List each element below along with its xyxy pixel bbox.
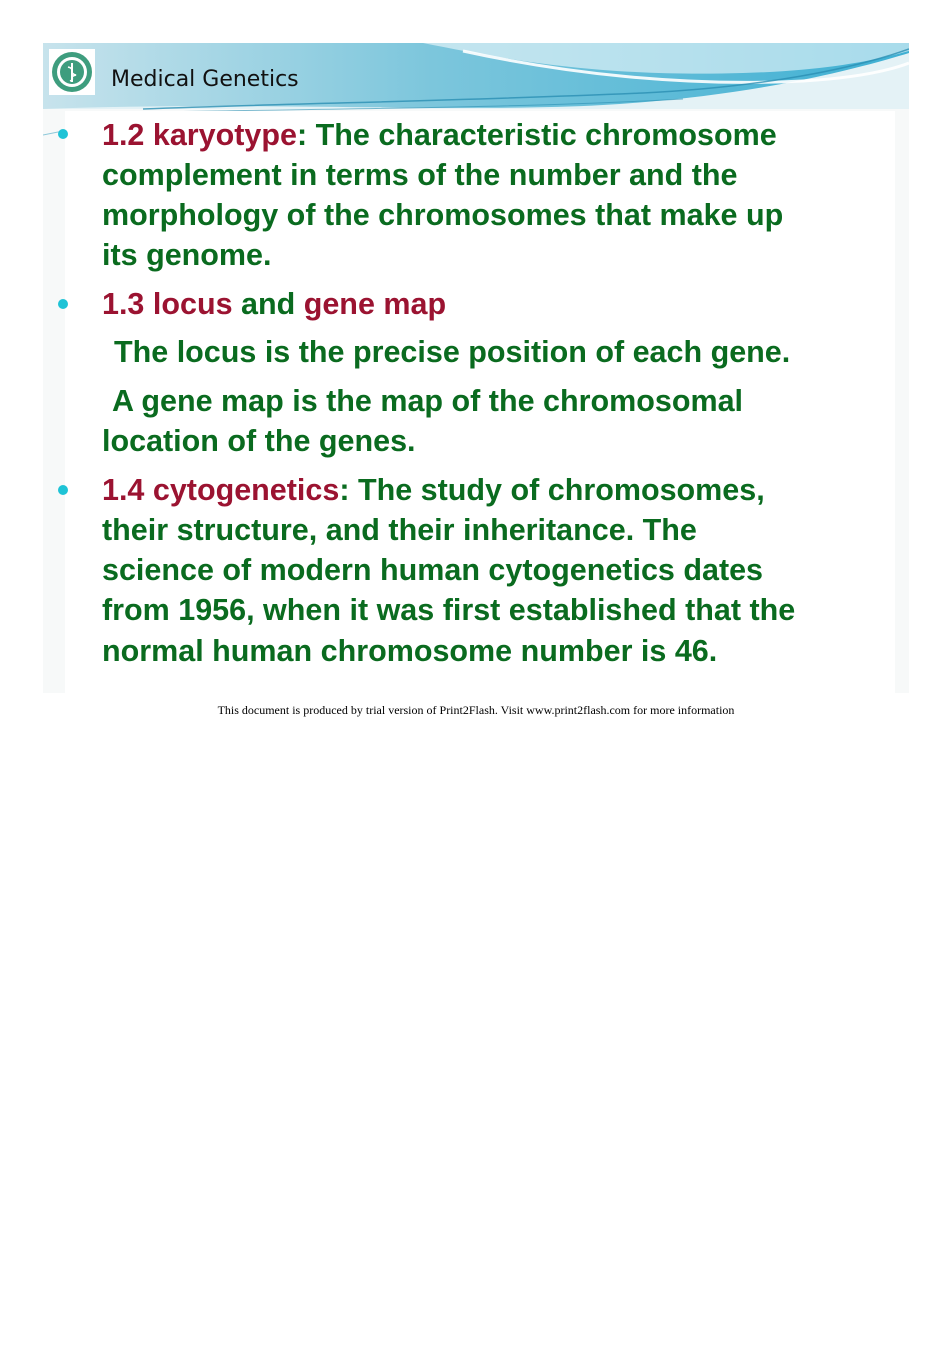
karyotype-line-4: its genome. (102, 238, 272, 272)
bullet-icon (58, 485, 68, 495)
karyotype-line-3: morphology of the chromosomes that make up (102, 198, 784, 232)
cytogenetics-line-5: normal human chromosome number is 46. (102, 634, 718, 668)
term-cytogenetics: 1.4 cytogenetics (102, 473, 340, 507)
cytogenetics-line-2: their structure, and their inheritance. The (102, 513, 697, 547)
term-locus: 1.3 locus (102, 287, 233, 321)
locus-heading: 1.3 locus and gene map (102, 287, 447, 321)
slide (43, 43, 909, 693)
karyotype-line-2: complement in terms of the number and the (102, 158, 738, 192)
term-gene-map: gene map (303, 287, 447, 321)
gene-map-definition-line-1: A gene map is the map of the chromosomal (112, 384, 744, 418)
cytogenetics-line-3: science of modern human cytogenetics dates (102, 553, 764, 587)
bullet-icon (58, 299, 68, 309)
cytogenetics-line-1: 1.4 cytogenetics: The study of chromosomes, (102, 473, 765, 507)
term-karyotype: 1.2 karyotype (102, 118, 297, 152)
gene-map-definition-line-2: location of the genes. (102, 424, 416, 458)
university-emblem-icon (49, 49, 95, 95)
trial-version-notice: This document is produced by trial version of Print2Flash. Visit www.print2flash.com for more information (217, 703, 735, 717)
locus-definition: The locus is the precise position of each gene. (114, 335, 791, 369)
cytogenetics-line-4: from 1956, when it was first established that the (102, 593, 796, 627)
karyotype-line-1: 1.2 karyotype: The characteristic chromosome (102, 118, 777, 152)
slide-header (43, 43, 909, 113)
course-title: Medical Genetics (111, 67, 299, 92)
bullet-icon (58, 129, 68, 139)
